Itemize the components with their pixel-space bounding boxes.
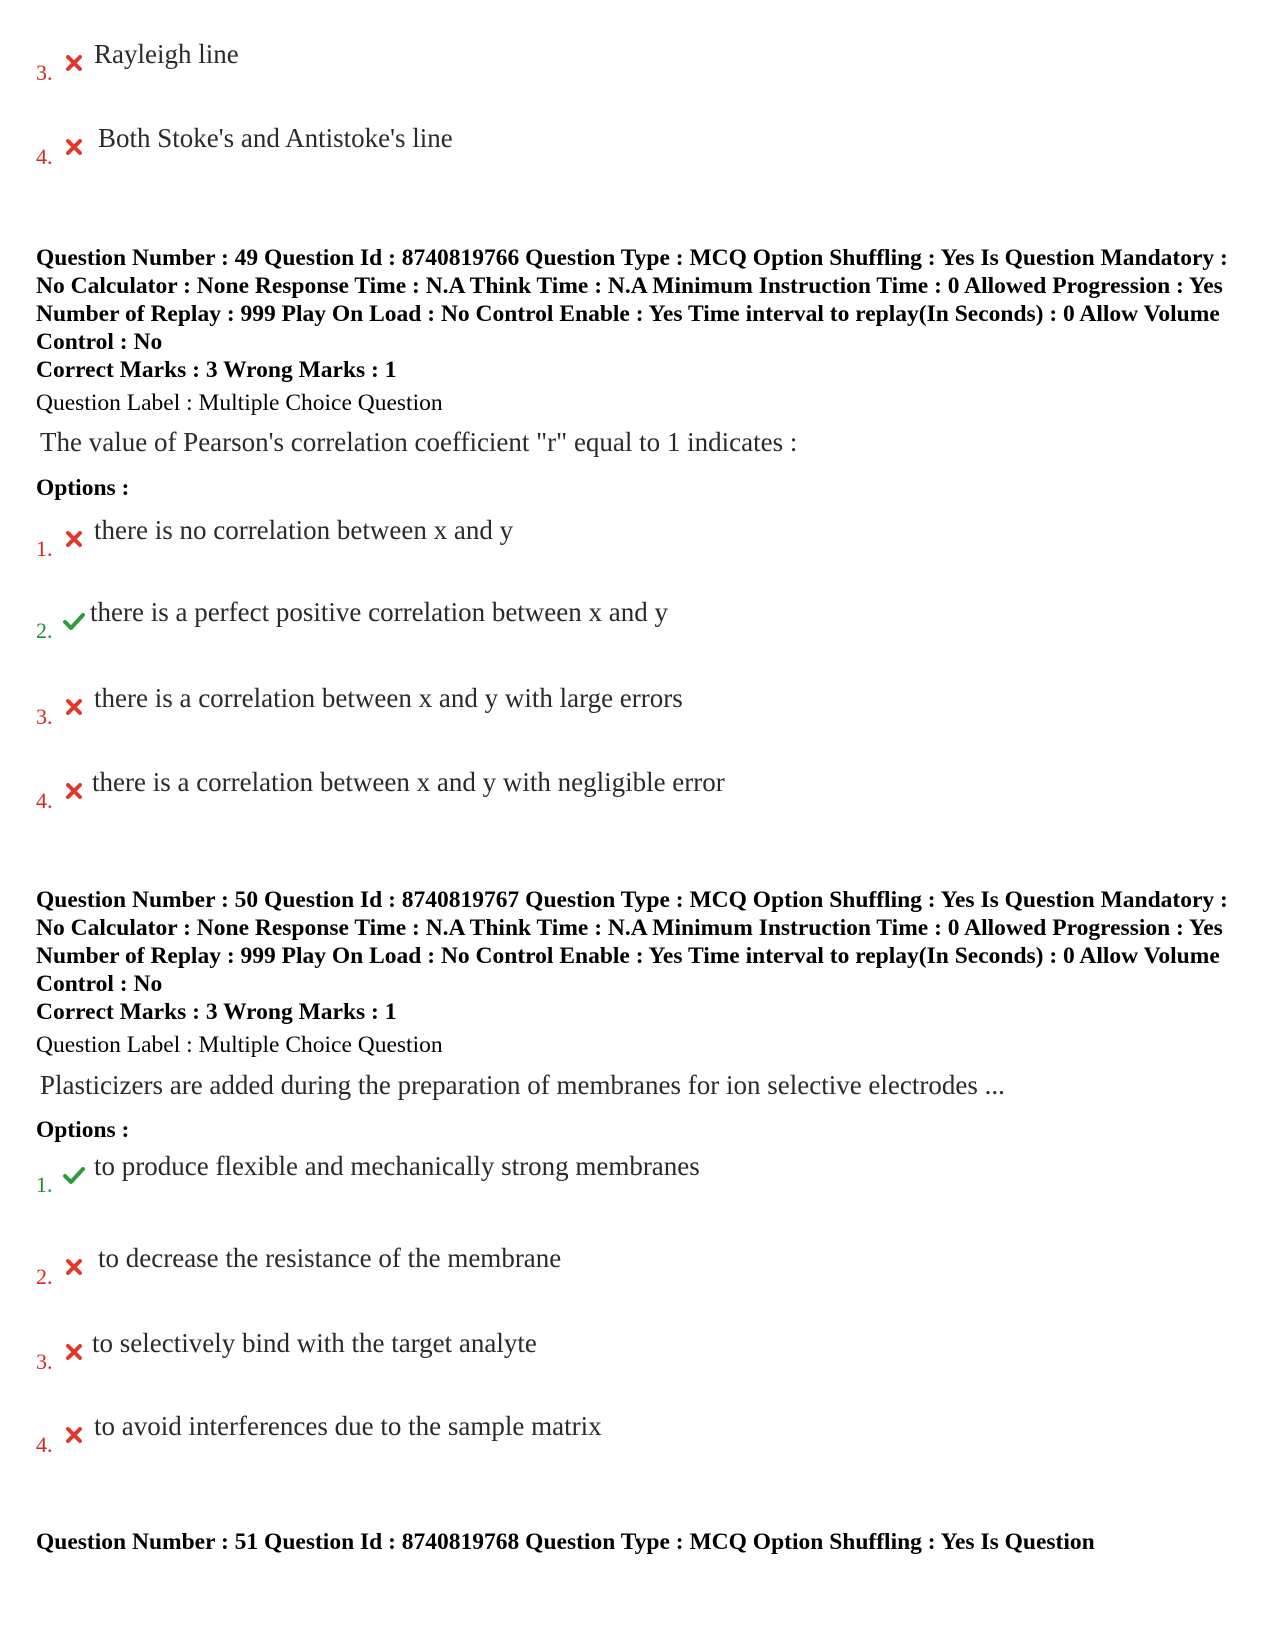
option-number: 1. xyxy=(36,1172,53,1197)
option-number: 4. xyxy=(36,1432,53,1457)
cross-mark-icon xyxy=(62,1424,86,1446)
option-text: to produce flexible and mechanically strong membranes xyxy=(94,1151,700,1181)
option-text: to avoid interferences due to the sample matrix xyxy=(94,1411,602,1441)
question-text: The value of Pearson's correlation coefficient "r" equal to 1 indicates : xyxy=(40,427,798,457)
option-number: 3. xyxy=(36,60,53,85)
cross-mark-icon xyxy=(62,696,86,718)
check-mark-icon xyxy=(62,1164,86,1186)
option-text: there is a correlation between x and y with large errors xyxy=(94,683,683,713)
question-text: Plasticizers are added during the preparation of membranes for ion selective electrodes ... xyxy=(40,1070,1005,1100)
question-label: Question Label : Multiple Choice Question xyxy=(36,1032,443,1058)
cross-mark-icon xyxy=(62,52,86,74)
options-label: Options : xyxy=(36,475,130,501)
option-text: Rayleigh line xyxy=(94,39,239,69)
question-meta: Question Number : 50 Question Id : 8740819767 Question Type : MCQ Option Shuffling : Yes Is Question Mandatory : No Calculator : None Response Time : N.A Think Time : N.A Minimum Instruction Time : 0 Allowed Progression : Yes Number of Replay : 999 Play On Load : No Control Enable : Yes Time interval to replay(In Seconds) : 0 Allow Volume Control : No xyxy=(36,887,1228,997)
option-text: there is a perfect positive correlation between x and y xyxy=(90,597,669,627)
cross-mark-icon xyxy=(62,780,86,802)
question-marks: Correct Marks : 3 Wrong Marks : 1 xyxy=(36,999,397,1025)
cross-mark-icon xyxy=(62,1341,86,1363)
options-label: Options : xyxy=(36,1117,130,1143)
option-text: there is a correlation between x and y with negligible error xyxy=(92,767,725,797)
check-mark-icon xyxy=(62,610,86,632)
option-number: 3. xyxy=(36,1349,53,1374)
cross-mark-icon xyxy=(62,136,86,158)
option-number: 4. xyxy=(36,144,53,169)
question-label: Question Label : Multiple Choice Question xyxy=(36,390,443,416)
option-number: 3. xyxy=(36,704,53,729)
option-number: 4. xyxy=(36,788,53,813)
question-meta: Question Number : 51 Question Id : 8740819768 Question Type : MCQ Option Shuffling : Yes Is Question xyxy=(36,1529,1095,1555)
option-text: Both Stoke's and Antistoke's line xyxy=(98,123,453,153)
option-number: 1. xyxy=(36,536,53,561)
question-meta: Question Number : 49 Question Id : 8740819766 Question Type : MCQ Option Shuffling : Yes Is Question Mandatory : No Calculator : None Response Time : N.A Think Time : N.A Minimum Instruction Time : 0 Allowed Progression : Yes Number of Replay : 999 Play On Load : No Control Enable : Yes Time interval to replay(In Seconds) : 0 Allow Volume Control : No xyxy=(36,245,1228,355)
option-text: there is no correlation between x and y xyxy=(94,515,514,545)
cross-mark-icon xyxy=(62,1256,86,1278)
question-marks: Correct Marks : 3 Wrong Marks : 1 xyxy=(36,357,397,383)
cross-mark-icon xyxy=(62,528,86,550)
option-text: to selectively bind with the target analyte xyxy=(92,1328,537,1358)
option-text: to decrease the resistance of the membrane xyxy=(98,1243,562,1273)
option-number: 2. xyxy=(36,618,53,643)
option-number: 2. xyxy=(36,1264,53,1289)
